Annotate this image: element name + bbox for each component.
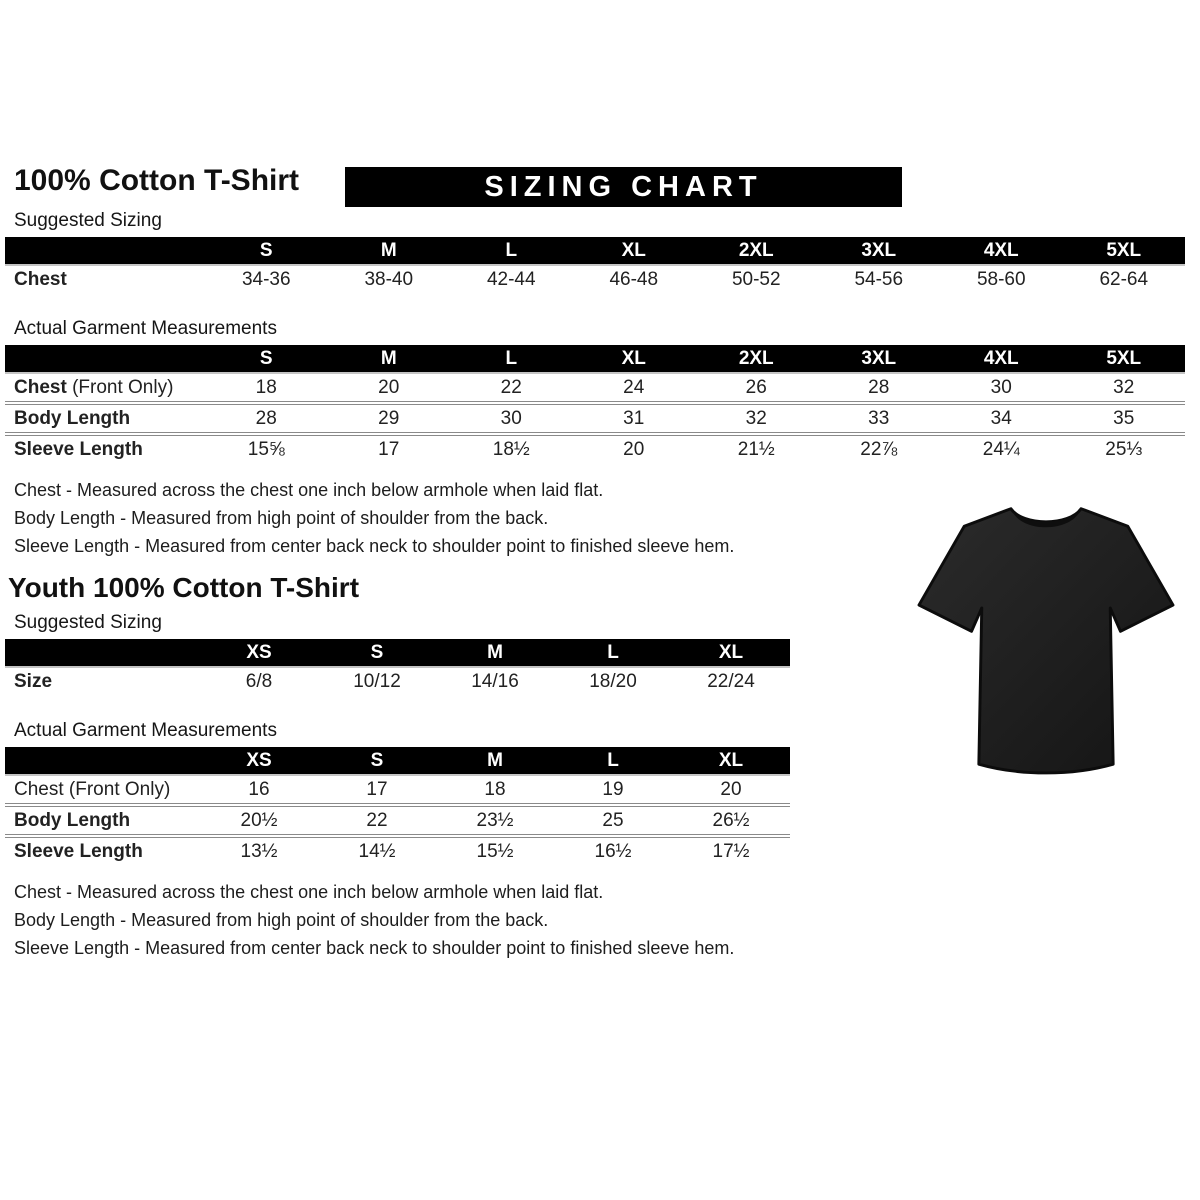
column-header-xs: XS — [246, 749, 272, 771]
cell-value: 20 — [623, 438, 645, 460]
cell-value: 24 — [623, 376, 645, 398]
note-body-length: Body Length - Measured from high point of shoulder from the back. — [14, 910, 549, 930]
column-header-s: S — [370, 749, 384, 771]
cell-value: 30 — [990, 376, 1012, 398]
row-label: Chest — [14, 268, 67, 290]
cell-value: 58-60 — [976, 268, 1026, 290]
cell-value: 14/16 — [471, 670, 519, 692]
row-label: Chest (Front Only) — [14, 376, 174, 398]
column-header-s: S — [259, 347, 273, 369]
cell-value: 32 — [1113, 376, 1135, 398]
column-header-5xl: 5XL — [1106, 239, 1142, 261]
cell-value: 20 — [720, 778, 742, 800]
column-header-s: S — [259, 239, 273, 261]
cell-value: 34 — [990, 407, 1012, 429]
table-header-row — [5, 237, 1185, 266]
youth-measurement-notes — [14, 878, 1195, 962]
table-row — [5, 432, 1185, 463]
black-tshirt-photo — [900, 481, 1192, 805]
cell-value: 30 — [500, 407, 522, 429]
adult-suggested-sizing-table — [5, 237, 1185, 293]
cell-value: 32 — [745, 407, 767, 429]
cell-value: 17½ — [712, 840, 750, 862]
cell-value: 18 — [484, 778, 506, 800]
column-header-2xl: 2XL — [738, 347, 774, 369]
column-header-xs: XS — [246, 641, 272, 663]
note-sleeve-length: Sleeve Length - Measured from center back neck to shoulder point to finished sleeve hem. — [14, 536, 735, 556]
column-header-m: M — [380, 347, 397, 369]
table-header-row — [5, 639, 790, 668]
cell-value: 19 — [602, 778, 624, 800]
table-row — [5, 266, 1185, 293]
note-chest: Chest - Measured across the chest one inch below armhole when laid flat. — [14, 882, 604, 902]
column-header-s: S — [370, 641, 384, 663]
column-header-xl: XL — [621, 239, 646, 261]
cell-value: 22 — [500, 376, 522, 398]
adult-measurements-table — [5, 345, 1185, 463]
adult-measurements-label: Actual Garment Measurements — [14, 318, 277, 339]
row-label: Chest (Front Only) — [14, 778, 171, 800]
adult-suggested-sizing-label: Suggested Sizing — [14, 210, 162, 231]
page-title: 100% Cotton T-Shirt — [14, 164, 300, 197]
column-header-m: M — [487, 641, 503, 663]
note-body-length: Body Length - Measured from high point of shoulder from the back. — [14, 508, 549, 528]
sizing-chart-banner: SIZING CHART — [345, 167, 902, 207]
cell-value: 35 — [1113, 407, 1135, 429]
column-header-l: L — [607, 641, 619, 663]
cell-value: 22 — [366, 809, 388, 831]
cell-value: 46-48 — [609, 268, 659, 290]
cell-value: 14½ — [358, 840, 396, 862]
cell-value: 18/20 — [589, 670, 637, 692]
cell-value: 20 — [378, 376, 400, 398]
column-header-3xl: 3XL — [861, 347, 897, 369]
cell-value: 17 — [366, 778, 388, 800]
cell-value: 23½ — [476, 809, 514, 831]
column-header-l: L — [505, 347, 518, 369]
tshirt-body-shape — [919, 509, 1173, 773]
cell-value: 38-40 — [364, 268, 414, 290]
column-header-xl: XL — [718, 641, 744, 663]
cell-value: 21½ — [737, 438, 775, 460]
column-header-2xl: 2XL — [738, 239, 774, 261]
row-label: Sleeve Length — [14, 438, 143, 460]
table-row — [5, 401, 1185, 432]
column-header-m: M — [487, 749, 503, 771]
cell-value: 28 — [255, 407, 277, 429]
table-row — [5, 374, 1185, 401]
cell-value: 22/24 — [707, 670, 755, 692]
column-header-l: L — [607, 749, 619, 771]
note-chest: Chest - Measured across the chest one inch below armhole when laid flat. — [14, 480, 604, 500]
column-header-5xl: 5XL — [1106, 347, 1142, 369]
cell-value: 26 — [745, 376, 767, 398]
cell-value: 15⅝ — [247, 438, 285, 460]
youth-suggested-sizing-table — [5, 639, 790, 695]
note-sleeve-length: Sleeve Length - Measured from center back neck to shoulder point to finished sleeve hem. — [14, 938, 735, 958]
cell-value: 18 — [255, 376, 277, 398]
cell-value: 16½ — [594, 840, 632, 862]
cell-value: 28 — [868, 376, 890, 398]
cell-value: 62-64 — [1099, 268, 1149, 290]
row-label: Sleeve Length — [14, 840, 143, 862]
column-header-xl: XL — [718, 749, 744, 771]
cell-value: 31 — [623, 407, 645, 429]
cell-value: 10/12 — [353, 670, 401, 692]
table-row — [5, 668, 790, 695]
cell-value: 15½ — [476, 840, 514, 862]
cell-value: 42-44 — [486, 268, 536, 290]
cell-value: 54-56 — [854, 268, 904, 290]
table-row — [5, 776, 790, 803]
column-header-l: L — [505, 239, 518, 261]
row-label: Body Length — [14, 809, 131, 831]
youth-measurements-table — [5, 747, 790, 865]
cell-value: 29 — [378, 407, 400, 429]
cell-value: 25⅓ — [1105, 438, 1143, 460]
table-row — [5, 803, 790, 834]
column-header-4xl: 4XL — [983, 239, 1019, 261]
cell-value: 50-52 — [731, 268, 781, 290]
cell-value: 34-36 — [241, 268, 291, 290]
cell-value: 18½ — [492, 438, 530, 460]
cell-value: 26½ — [712, 809, 750, 831]
cell-value: 33 — [868, 407, 890, 429]
cell-value: 20½ — [240, 809, 278, 831]
row-label: Body Length — [14, 407, 131, 429]
cell-value: 24¼ — [982, 438, 1020, 460]
table-header-row — [5, 747, 790, 776]
column-header-xl: XL — [621, 347, 646, 369]
cell-value: 22⅞ — [860, 438, 898, 460]
column-header-4xl: 4XL — [983, 347, 1019, 369]
youth-section-title: Youth 100% Cotton T-Shirt — [8, 572, 360, 603]
cell-value: 16 — [248, 778, 270, 800]
column-header-m: M — [380, 239, 397, 261]
table-header-row — [5, 345, 1185, 374]
youth-suggested-sizing-label: Suggested Sizing — [14, 612, 162, 633]
cell-value: 6/8 — [245, 670, 273, 692]
cell-value: 25 — [602, 809, 624, 831]
cell-value: 13½ — [240, 840, 278, 862]
table-row — [5, 834, 790, 865]
column-header-3xl: 3XL — [861, 239, 897, 261]
cell-value: 17 — [378, 438, 400, 460]
row-label: Size — [14, 670, 53, 692]
youth-measurements-label: Actual Garment Measurements — [14, 720, 277, 741]
